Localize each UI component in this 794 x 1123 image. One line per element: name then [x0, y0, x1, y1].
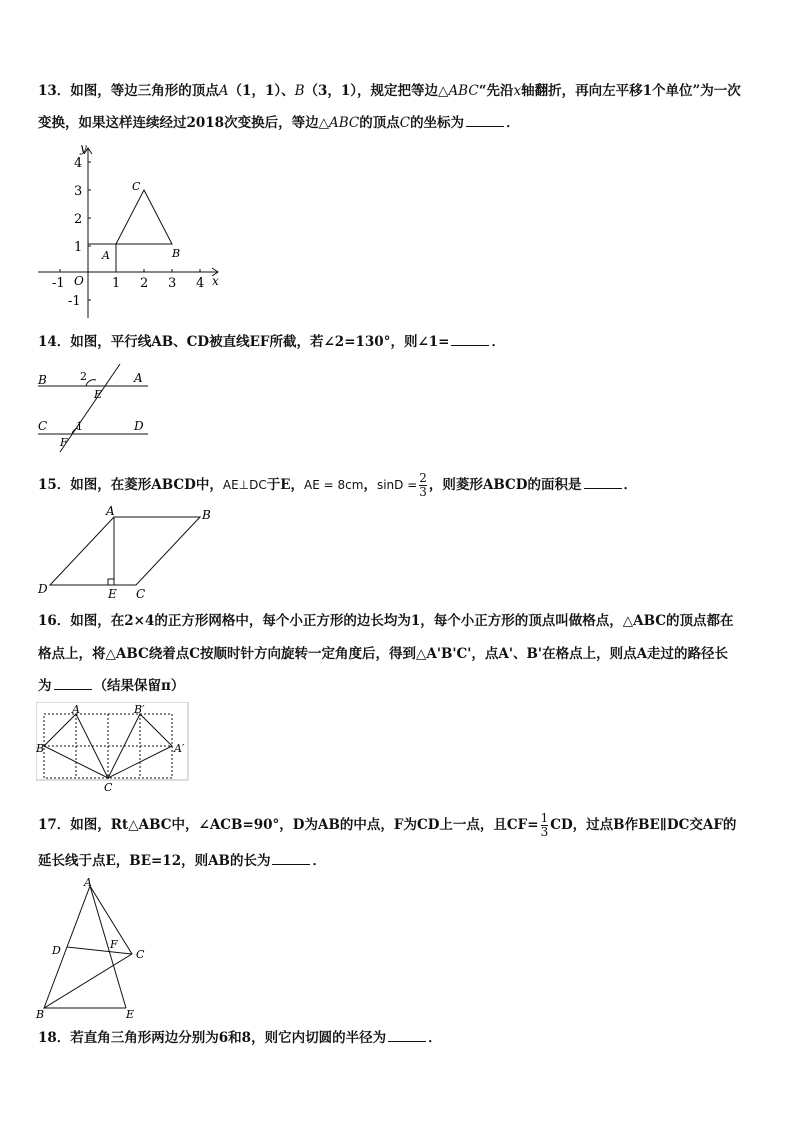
segment-dc — [67, 947, 132, 954]
svg-text:4: 4 — [74, 156, 83, 171]
svg-text:D: D — [52, 944, 61, 957]
answer-blank — [272, 852, 310, 865]
answer-blank — [388, 1029, 426, 1042]
y-axis-label: y — [80, 142, 87, 155]
q16-line1: 16．如图，在2×4的正方形网格中，每个小正方形的边长均为1，每个小正方形的顶点叫做格点，△ABC的顶点都在 — [38, 613, 734, 629]
grid-2x4 — [44, 714, 172, 778]
origin-label: O — [74, 274, 84, 288]
point-c-label: C — [132, 180, 141, 193]
triangle-abc — [116, 190, 172, 244]
svg-text:B: B — [36, 742, 45, 755]
rhombus-abcd — [50, 517, 200, 585]
q14-text: 14．如图，平行线AB、CD被直线EF所截，若∠2=130°，则∠1= ． — [38, 334, 505, 350]
svg-text:A: A — [134, 371, 143, 385]
q13-line2: 变换，如果这样连续经过2018次变换后，等边△ABC的顶点C的坐标为 ． — [38, 115, 520, 131]
svg-text:B: B — [202, 508, 211, 522]
svg-text:1: 1 — [112, 276, 121, 291]
svg-text:3: 3 — [74, 184, 83, 199]
answer-blank — [451, 333, 489, 346]
svg-text:2: 2 — [74, 212, 83, 227]
point-b-label: B — [172, 247, 181, 260]
point-a-label: A — [102, 249, 110, 262]
q17-line1: 17．如图，Rt△ABC中，∠ACB=90°，D为AB的中点，F为CD上一点，且CF= $\frac{1}{3}$ CD，过点B作BE∥DC交AF的 — [38, 811, 737, 839]
q18-text: 18．若直角三角形两边分别为6和8，则它内切圆的半径为 ． — [38, 1030, 442, 1046]
svg-text:A: A — [106, 504, 115, 518]
svg-text:2: 2 — [140, 276, 149, 291]
q16-grid-rotation-figure — [36, 702, 194, 794]
q16-line2: 格点上，将△ABC绕着点C按顺时针方向旋转一定角度后，得到△A'B'C'，点A'、B'在格点上，则点A走过的路径长 — [38, 646, 729, 662]
svg-text:B′: B′ — [134, 703, 145, 716]
right-angle-mark — [108, 579, 114, 585]
line-ef — [60, 364, 120, 452]
q17-line2: 延长线于点E，BE=12，则AB的长为 ． — [38, 853, 326, 869]
svg-text:E: E — [94, 388, 103, 401]
svg-text:1: 1 — [76, 420, 83, 433]
svg-text:E: E — [126, 1008, 135, 1021]
svg-text:B: B — [36, 1008, 45, 1021]
answer-blank — [54, 677, 92, 690]
svg-text:C: C — [136, 948, 145, 961]
fraction-one-third: $\frac{1}{3}$ — [540, 811, 549, 839]
svg-text:C: C — [38, 419, 48, 433]
svg-text:C: C — [104, 781, 113, 794]
answer-blank — [466, 114, 504, 127]
svg-text:E: E — [108, 587, 117, 601]
svg-text:A′: A′ — [174, 742, 185, 755]
svg-text:-1: -1 — [68, 294, 81, 309]
answer-blank — [584, 476, 622, 489]
svg-text:D: D — [134, 419, 144, 433]
svg-text:2: 2 — [80, 370, 87, 383]
svg-text:C: C — [136, 587, 146, 601]
svg-text:B: B — [38, 373, 47, 387]
segment-ae — [90, 886, 126, 1008]
q14-parallel-lines-figure — [34, 362, 154, 454]
q13-coordinate-figure — [36, 142, 226, 320]
svg-text:A: A — [84, 876, 92, 889]
svg-text:4: 4 — [196, 276, 205, 291]
q17-triangle-figure — [34, 876, 154, 1022]
q13-line1: 13．如图，等边三角形的顶点A（1，1）、B（3，1），规定把等边△ABC“先沿x轴翻折，再向左平移1个单位”为一次 — [38, 83, 741, 99]
svg-text:D: D — [38, 582, 48, 596]
svg-text:A: A — [72, 703, 80, 716]
q15-text: 15．如图，在菱形ABCD中，AE⊥DC于E，AE = 8cm，sinD = $\frac{2}{3}$ ，则菱形ABCD的面积是 ． — [38, 471, 637, 499]
fraction-two-thirds: $\frac{2}{3}$ — [419, 471, 427, 499]
svg-text:3: 3 — [168, 276, 177, 291]
svg-text:1: 1 — [74, 240, 83, 255]
x-axis-label: x — [212, 274, 219, 288]
svg-text:F: F — [60, 436, 68, 449]
q15-rhombus-figure — [34, 503, 224, 601]
svg-text:-1: -1 — [52, 276, 65, 291]
svg-text:F: F — [110, 938, 118, 951]
q16-line3: 为 （结果保留π） — [38, 678, 185, 694]
